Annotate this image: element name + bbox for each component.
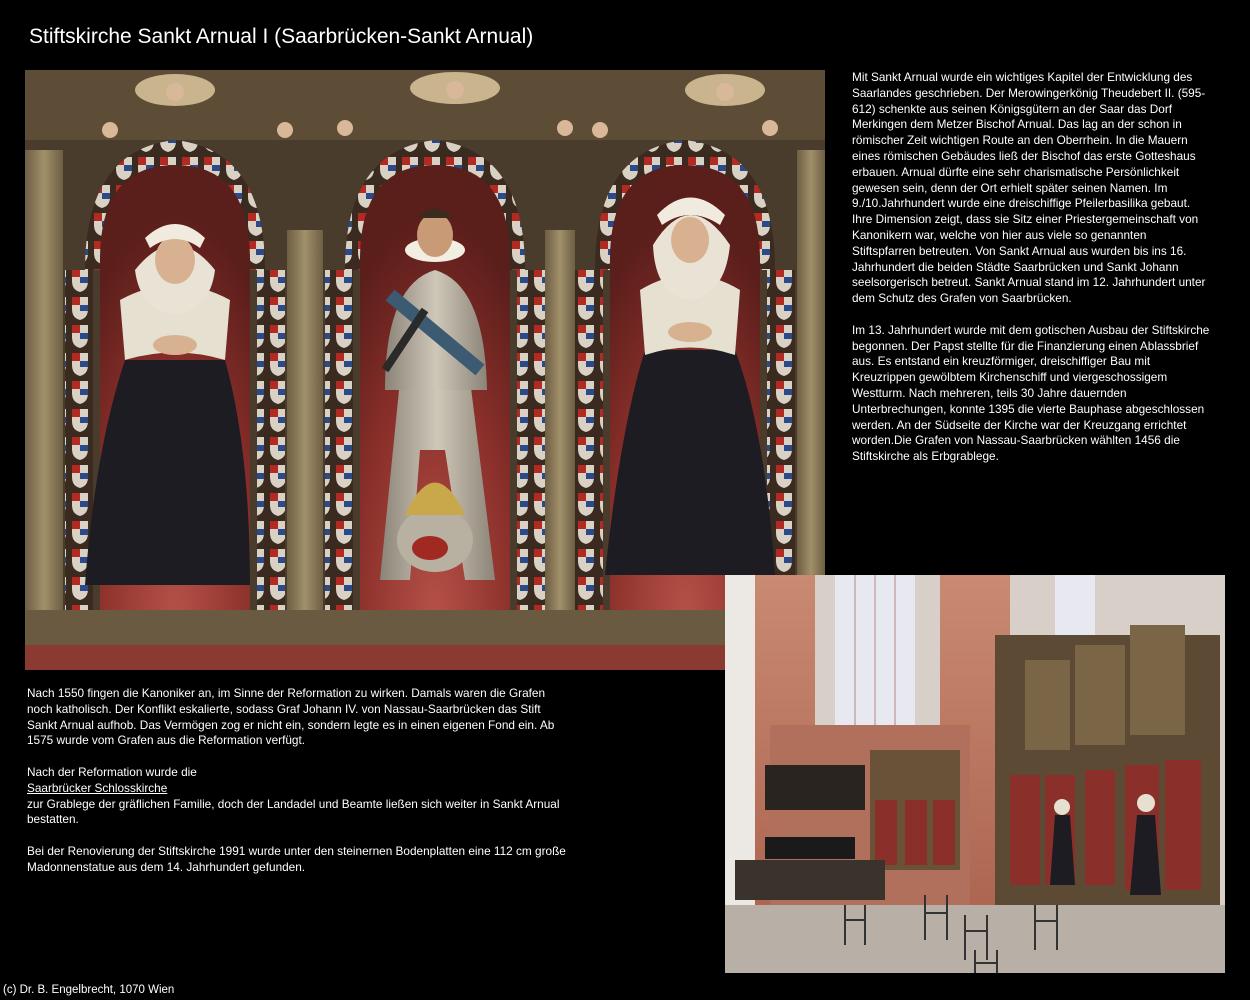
schlosskirche-link[interactable]: Saarbrücker Schlosskirche: [27, 780, 168, 795]
history-text-left: [27, 686, 567, 891]
paragraph-madonna: Bei der Renovierung der Stiftskirche 1991 wurde unter den steinernen Bodenplatten eine 112 cm große Madonnenstatue aus dem 14. Jahrhundert gefunden.: [27, 843, 566, 874]
tomb-effigies-photo: [25, 70, 825, 670]
paragraph-early-history: Mit Sankt Arnual wurde ein wichtiges Kapitel der Entwicklung des Saarlandes geschrieben. Der Merowingerkönig Theudebert II. (595-612) schenkte aus seinen Königsgütern an der Saar das Dorf Merkingen dem Metzer Bischof Arnual. Das lag an der schon in römischer Zeit wichtigen Route an den Oberrhein. In die Mauern eines römischen Gebäudes ließ der Bischof das erste Gotteshaus erbauen. Arnual dürfte eine sehr charismatische Persönlichkeit gewesen sein, denn der Ort erhielt später seinen Namen. Im 9./10.Jahrhundert wurde eine dreischiffige Pfeilerbasilika gebaut. Ihre Dimension zeigt, dass sie Sitz einer Priestergemeinschaft von Kanonikern war, welche von hier aus viele so genannten Stiftspfarren betreuten. Von Sankt Arnual aus wurden bis ins 16. Jahrhundert die beiden Städte Saarbrücken und Sankt Johann seelsorgerisch betreut. Sankt Arnual stand im 12. Jahrhundert unter dem Schutz des Grafen von Saarbrücken.: [852, 70, 1206, 306]
burial-text-after: zur Grablege der gräflichen Familie, doch der Landadel und Beamte ließen sich weiter in Sankt Arnual bestatten.: [27, 796, 560, 827]
history-text-right: [852, 70, 1212, 481]
page-title: Stiftskirche Sankt Arnual I (Saarbrücken-Sankt Arnual): [29, 25, 534, 48]
chapel-interior-photo: [725, 575, 1225, 973]
paragraph-reformation: Nach 1550 fingen die Kanoniker an, im Sinne der Reformation zu wirken. Damals waren die Grafen noch katholisch. Der Konflikt eskalierte, sodass Graf Johann IV. von Nassau-Saarbrücken das Stift Sankt Arnual aufhob. Das Vermögen zog er nicht ein, sondern legte es in einen eigenen Fond ein. Ab 1575 wurde vom Grafen aus die Reformation verfügt.: [27, 686, 555, 748]
paragraph-gothic-construction: Im 13. Jahrhundert wurde mit dem gotischen Ausbau der Stiftskirche begonnen. Der Papst stellte für die Finanzierung einen Ablassbrief aus. Es entstand ein kreuzförmiger, dreischiffiger Bau mit Kreuzrippen gewölbtem Kirchenschiff und viergeschossigem Westturm. Nach mehreren, teils 30 Jahre dauernden Unterbrechungen, konnte 1395 die vierte Bauphase abgeschlossen werden. An der Südseite der Kirche war der Kreuzgang errichtet worden.Die Grafen von Nassau-Saarbrücken wählten 1456 die Stiftskirche als Erbgrablege.: [852, 322, 1210, 464]
paragraph-burial-place: [27, 765, 567, 828]
copyright-footer: (c) Dr. B. Engelbrecht, 1070 Wien: [3, 984, 175, 996]
burial-text-before: Nach der Reformation wurde die: [27, 764, 197, 779]
